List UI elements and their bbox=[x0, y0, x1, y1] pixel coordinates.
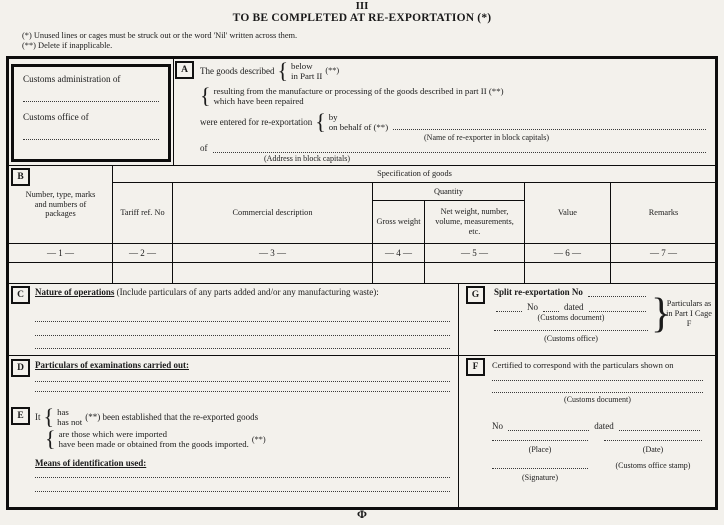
col-number-2: — 2 — bbox=[113, 244, 173, 263]
col-number-6: — 6 — bbox=[525, 244, 611, 263]
cage-d-label: D bbox=[11, 359, 30, 377]
examinations-title: Particulars of examinations carried out: bbox=[35, 360, 189, 370]
col-header-description: Commercial description bbox=[173, 183, 373, 244]
section-g bbox=[458, 283, 715, 355]
main-form bbox=[6, 56, 718, 510]
customs-admin-box bbox=[11, 64, 171, 162]
cage-e-label: E bbox=[11, 407, 30, 425]
customs-office-stamp-caption: (Customs office stamp) bbox=[615, 461, 691, 470]
g-dated-label: dated bbox=[564, 302, 584, 312]
means-of-identification-title: Means of identification used: bbox=[35, 458, 147, 468]
dotted-field bbox=[619, 422, 700, 431]
signature-caption: (Signature) bbox=[522, 473, 558, 482]
empty-cell bbox=[113, 263, 173, 284]
option-has: has bbox=[57, 407, 69, 417]
established-text: (**) been established that the re-exported goods bbox=[85, 411, 259, 422]
spec-of-goods-header: Specification of goods bbox=[113, 166, 717, 183]
certified-text: Certified to correspond with the particulars shown on bbox=[492, 360, 674, 370]
dotted-field bbox=[35, 380, 450, 382]
empty-cell bbox=[173, 263, 373, 284]
dotted-field bbox=[35, 320, 450, 322]
col-header-value: Value bbox=[525, 183, 611, 244]
form-title: TO BE COMPLETED AT RE-EXPORTATION (*) bbox=[232, 12, 492, 24]
cage-a-label: A bbox=[175, 61, 194, 79]
nature-of-operations-title: Nature of operations bbox=[35, 287, 115, 297]
entered-for-reexportation-text: were entered for re-exportation bbox=[200, 116, 313, 127]
particulars-note: Particulars as in Part I Cage F bbox=[666, 299, 712, 328]
section-a bbox=[173, 59, 716, 165]
brace-icon: { bbox=[43, 404, 55, 430]
dotted-field bbox=[492, 379, 703, 381]
footnote-double-asterisk: (**) Delete if inapplicable. bbox=[22, 41, 113, 50]
place-caption: (Place) bbox=[528, 445, 552, 454]
empty-cell bbox=[9, 263, 113, 284]
dotted-field bbox=[35, 490, 450, 492]
dotted-field bbox=[492, 439, 588, 441]
empty-cell bbox=[525, 263, 611, 284]
col-header-remarks: Remarks bbox=[611, 183, 717, 244]
address-caption: (Address in block capitals) bbox=[264, 154, 350, 163]
dotted-field bbox=[492, 467, 588, 469]
brace-icon: { bbox=[200, 83, 211, 109]
empty-cell bbox=[611, 263, 717, 284]
section-f bbox=[458, 355, 715, 507]
customs-document-caption: (Customs document) bbox=[564, 395, 631, 404]
dotted-field bbox=[589, 303, 647, 312]
cage-f-label: F bbox=[466, 358, 485, 376]
brace-icon: { bbox=[277, 58, 289, 84]
section-c bbox=[9, 283, 458, 355]
dotted-field bbox=[492, 391, 703, 393]
customs-office-field bbox=[23, 129, 159, 140]
repaired-option: which have been repaired bbox=[213, 96, 304, 107]
customs-administration-field bbox=[23, 91, 159, 102]
option-on-behalf-of: on behalf of (**) bbox=[328, 122, 389, 133]
col-number-1: — 1 — bbox=[9, 244, 113, 263]
option-has-not: has not bbox=[57, 417, 83, 428]
col-number-7: — 7 — bbox=[611, 244, 717, 263]
option-by: by bbox=[328, 112, 338, 122]
dotted-field bbox=[508, 422, 589, 431]
section-d bbox=[9, 355, 458, 405]
customs-office-label: Customs office of bbox=[23, 112, 89, 123]
option-made-obtained: have been made or obtained from the goods imported. bbox=[58, 439, 249, 450]
dotted-field bbox=[35, 347, 450, 349]
col-header-packages-text: Number, type, marks and numbers of packages bbox=[25, 189, 96, 219]
dotted-field bbox=[496, 303, 522, 312]
goods-described-text: The goods described bbox=[200, 65, 275, 76]
option-in-part-ii: in Part II bbox=[291, 71, 323, 82]
col-number-3: — 3 — bbox=[173, 244, 373, 263]
col-header-net-weight-text: Net weight, number, volume, measurements, etc. bbox=[435, 207, 514, 236]
dotted-field bbox=[543, 303, 559, 312]
bottom-page-mark: Φ bbox=[357, 507, 367, 521]
customs-administration-label: Customs administration of bbox=[23, 74, 121, 84]
empty-cell bbox=[425, 263, 525, 284]
reexporter-name-field bbox=[393, 121, 706, 130]
resulting-option: resulting from the manufacture or processing of the goods described in part II (**) bbox=[213, 86, 504, 96]
cage-b-label: B bbox=[11, 168, 30, 186]
f-no-label: No bbox=[492, 421, 503, 431]
cage-g-label: G bbox=[466, 286, 485, 304]
dotted-field bbox=[35, 334, 450, 336]
col-header-tariff: Tariff ref. No bbox=[113, 183, 173, 244]
nature-of-operations-subtitle: (Include particulars of any parts added and/or any manufacturing waste): bbox=[116, 287, 379, 297]
footnote-asterisk: (*) Unused lines or cages must be struck out or the word 'Nil' written across them. bbox=[22, 31, 298, 40]
cage-c-label: C bbox=[11, 286, 30, 304]
split-reexportation-label: Split re-exportation No bbox=[494, 287, 583, 297]
delete-if-inapplicable-mark: (**) bbox=[325, 66, 340, 76]
option-imported: are those which were imported bbox=[58, 429, 168, 439]
option-below: below bbox=[291, 61, 313, 71]
brace-icon: { bbox=[45, 426, 56, 452]
col-number-4: — 4 — bbox=[373, 244, 425, 263]
dotted-field bbox=[604, 439, 702, 441]
g-no-label: No bbox=[527, 302, 538, 312]
customs-office-caption: (Customs office) bbox=[544, 334, 598, 343]
goods-table bbox=[8, 165, 717, 284]
dotted-field bbox=[35, 476, 450, 478]
brace-icon: } bbox=[651, 291, 672, 337]
empty-cell bbox=[373, 263, 425, 284]
name-caption: (Name of re-exporter in block capitals) bbox=[424, 133, 550, 142]
page-number-roman: III bbox=[355, 0, 369, 12]
brace-icon: { bbox=[315, 109, 326, 135]
it-label: It bbox=[35, 411, 41, 422]
col-header-gross-weight: Gross weight bbox=[373, 201, 425, 244]
customs-document-caption: (Customs document) bbox=[537, 313, 605, 322]
of-label: of bbox=[200, 143, 208, 153]
delete-if-inapplicable-mark: (**) bbox=[251, 435, 266, 444]
col-number-5: — 5 — bbox=[425, 244, 525, 263]
split-no-field bbox=[588, 288, 646, 297]
quantity-header: Quantity bbox=[373, 183, 525, 201]
f-dated-label: dated bbox=[594, 421, 614, 431]
dotted-field bbox=[494, 329, 648, 331]
section-e bbox=[9, 405, 458, 507]
reexporter-address-field bbox=[213, 144, 707, 153]
col-header-net-weight bbox=[425, 201, 525, 244]
dotted-field bbox=[35, 390, 450, 392]
date-caption: (Date) bbox=[642, 445, 664, 454]
